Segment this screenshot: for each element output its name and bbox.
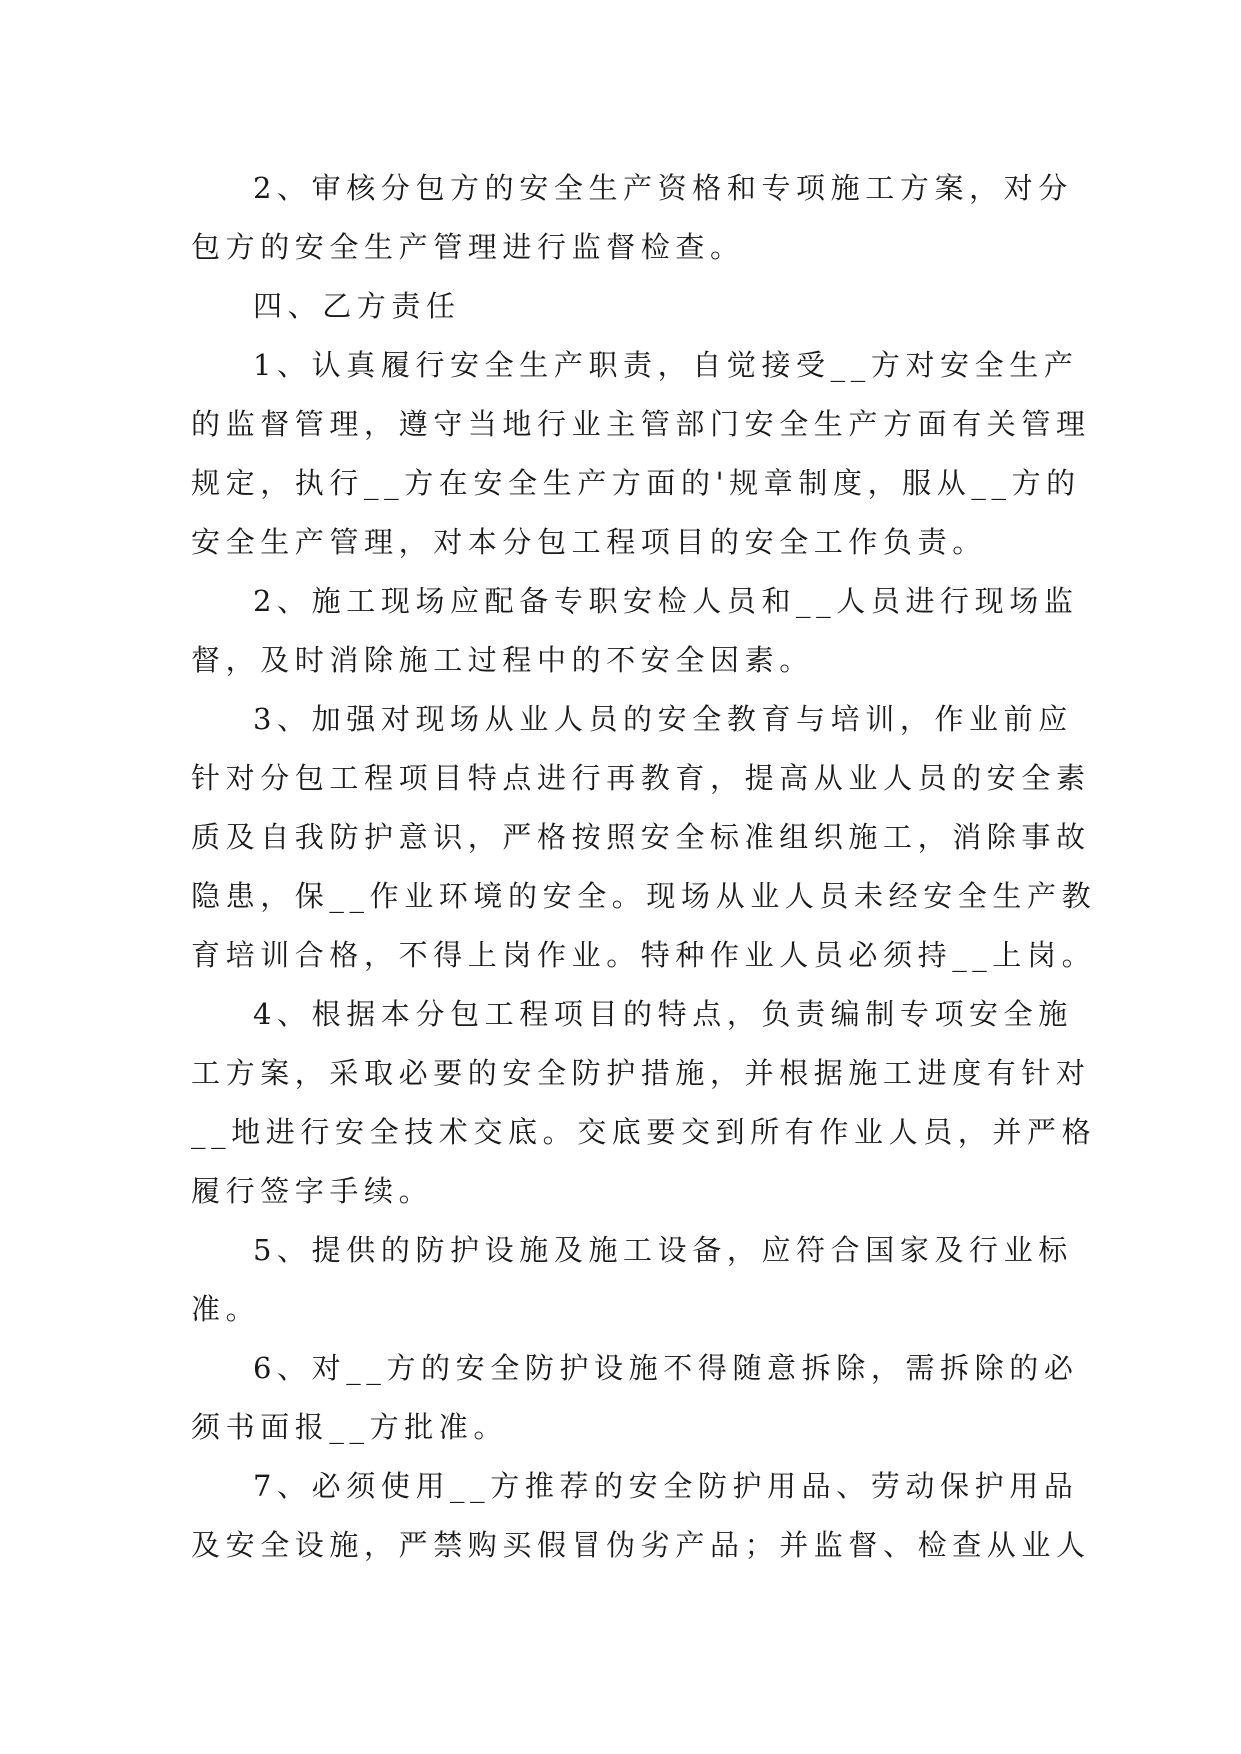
paragraph-item-1 — [191, 336, 1091, 572]
text-line: 针对分包工程项目特点进行再教育，提高从业人员的安全素 — [191, 761, 1091, 795]
text-line: 及安全设施，严禁购买假冒伪劣产品；并监督、检查从业人 — [191, 1528, 1091, 1562]
text-line: 包方的安全生产管理进行监督检查。 — [191, 230, 745, 264]
text-line: 督，及时消除施工过程中的不安全因素。 — [191, 643, 814, 677]
paragraph-item-5 — [191, 1221, 1071, 1339]
paragraph-item-4 — [191, 985, 1097, 1221]
text-line: 工方案，采取必要的安全防护措施，并根据施工进度有针对 — [191, 1056, 1091, 1090]
text-line: 2、施工现场应配备专职安检人员和__人员进行现场监 — [253, 584, 1079, 618]
text-line: 隐患，保__作业环境的安全。现场从业人员未经安全生产教 — [191, 879, 1097, 913]
paragraph-review-subcontractor — [191, 159, 1071, 277]
paragraph-item-3 — [191, 690, 1097, 985]
text-line: 准。 — [191, 1292, 261, 1326]
text-line: 育培训合格，不得上岗作业。特种作业人员必须持__上岗。 — [191, 938, 1097, 972]
heading-line: 四、乙方责任 — [253, 289, 461, 323]
text-line: __地进行安全技术交底。交底要交到所有作业人员，并严格 — [191, 1115, 1097, 1149]
document-body — [191, 159, 1097, 1575]
text-line: 4、根据本分包工程项目的特点，负责编制专项安全施 — [253, 997, 1073, 1031]
text-line: 安全生产管理，对本分包工程项目的安全工作负责。 — [191, 525, 987, 559]
text-line: 7、必须使用__方推荐的安全防护用品、劳动保护用品 — [253, 1469, 1079, 1503]
text-line: 1、认真履行安全生产职责，自觉接受__方对安全生产 — [253, 348, 1079, 382]
text-line: 5、提供的防护设施及施工设备，应符合国家及行业标 — [253, 1233, 1073, 1267]
text-line: 须书面报__方批准。 — [191, 1410, 509, 1444]
paragraph-item-6 — [191, 1339, 1079, 1457]
text-line: 2、审核分包方的安全生产资格和专项施工方案，对分 — [253, 171, 1073, 205]
text-line: 质及自我防护意识，严格按照安全标准组织施工，消除事故 — [191, 820, 1091, 854]
section-heading-party-b-responsibility — [191, 277, 1071, 336]
text-line: 3、加强对现场从业人员的安全教育与培训，作业前应 — [253, 702, 1073, 736]
paragraph-item-2 — [191, 572, 1079, 690]
text-line: 6、对__方的安全防护设施不得随意拆除，需拆除的必 — [253, 1351, 1079, 1385]
paragraph-item-7 — [191, 1457, 1091, 1575]
text-line: 的监督管理，遵守当地行业主管部门安全生产方面有关管理 — [191, 407, 1091, 441]
text-line: 规定，执行__方在安全生产方面的'规章制度，服从__方的 — [191, 466, 1081, 500]
text-line: 履行签字手续。 — [191, 1174, 434, 1208]
